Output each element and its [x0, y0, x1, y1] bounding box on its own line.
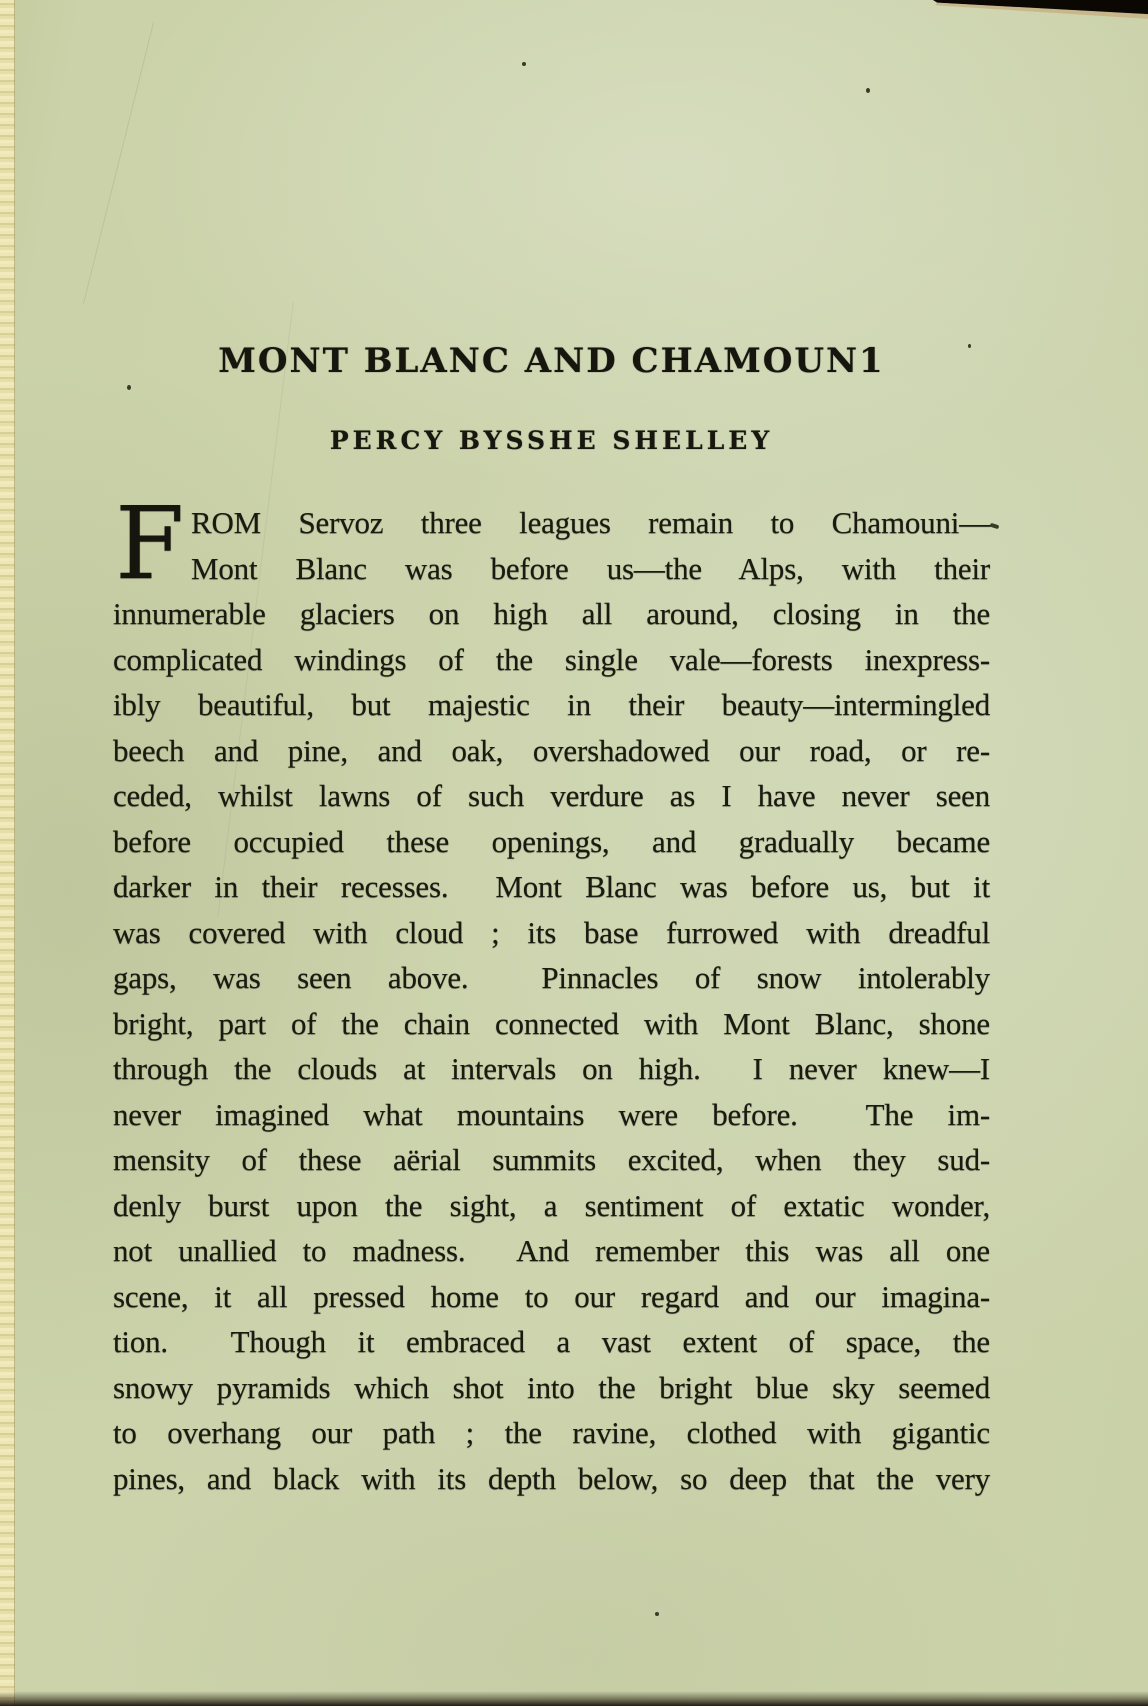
text-line: tion. Though it embraced a vast extent of space, the — [113, 1324, 990, 1359]
text-line: snowy pyramids which shot into the bright blue sky seemed — [113, 1369, 990, 1405]
drop-cap: F — [115, 485, 185, 602]
text-line: denly burst upon the sight, a sentiment of extatic wonder, — [113, 1187, 990, 1223]
text-line: ibly beautiful, but majestic in their beauty—intermingled — [113, 687, 990, 722]
text-line: not unallied to madness. And remember this was all one — [113, 1233, 990, 1268]
text-line: beech and pine, and oak, overshadowed our road, or re- — [113, 732, 990, 768]
text-line: through the clouds at intervals on high. I never knew—I — [113, 1051, 990, 1086]
text-line: before occupied these openings, and gradually became — [113, 823, 990, 859]
text-line: pines, and black with its depth below, so deep that the very — [113, 1460, 990, 1496]
text-line: innumerable glaciers on high all around, closing in the — [113, 596, 990, 631]
text-line: was covered with cloud ; its base furrowed with dreadful — [113, 914, 990, 950]
text-line: darker in their recesses. Mont Blanc was before us, but it — [113, 869, 990, 904]
text-block — [113, 0, 990, 1706]
text-line: complicated windings of the single vale—forests inexpress- — [113, 641, 990, 677]
text-line: never imagined what mountains were before. The im- — [113, 1096, 990, 1132]
text-line: ceded, whilst lawns of such verdure as I have never seen — [113, 778, 990, 813]
page-title: MONT BLANC AND CHAMOUN1 — [218, 341, 885, 381]
text-line: scene, it all pressed home to our regard and our imagina- — [113, 1278, 990, 1314]
ink-speck — [990, 523, 1000, 530]
text-line: bright, part of the chain connected with Mont Blanc, shone — [113, 1005, 990, 1041]
text-line: Mont Blanc was before us—the Alps, with their — [191, 550, 990, 586]
author-name: PERCY BYSSHE SHELLEY — [329, 426, 774, 455]
page-fore-edge-band — [0, 0, 15, 1706]
text-line: gaps, was seen above. Pinnacles of snow intolerably — [113, 960, 990, 995]
text-line: ROM Servoz three leagues remain to Chamouni— — [191, 505, 990, 540]
text-line: mensity of these aërial summits excited, when they sud- — [113, 1142, 990, 1177]
text-line: to overhang our path ; the ravine, clothed with gigantic — [113, 1415, 990, 1450]
body-paragraph — [113, 485, 990, 1501]
